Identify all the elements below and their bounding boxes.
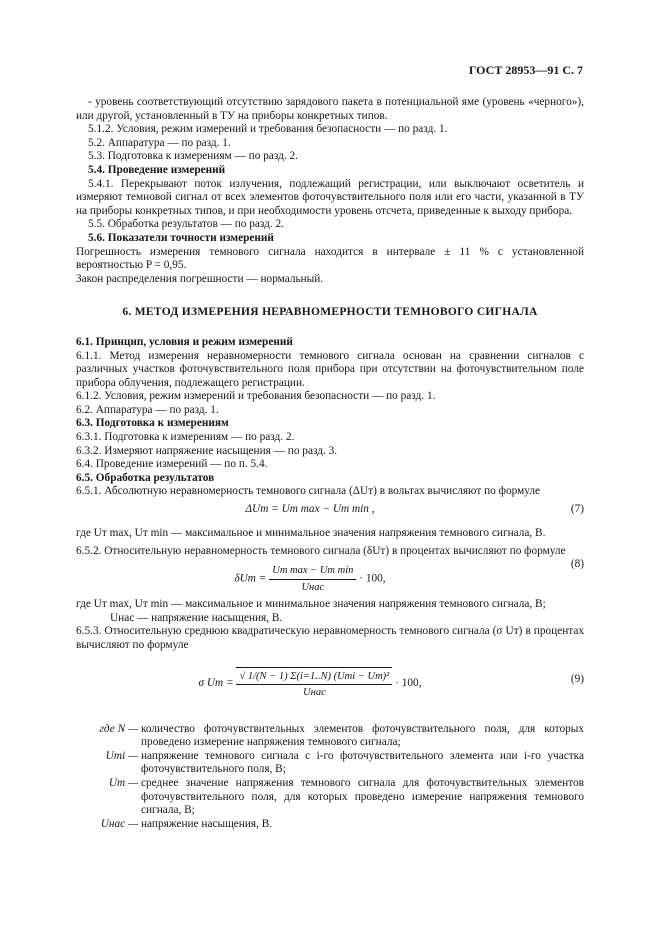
sqrt-icon: √ [239,670,246,682]
definition-symbol: Uтi — [105,749,138,762]
paragraph: 6.2. Аппаратура — по разд. 1. [76,403,219,416]
formula-fraction [269,564,356,594]
subheading: 5.6. Показатели точности измерений [88,231,274,244]
paragraph: 6.1.1. Метод измерения неравномерности темнового сигнала основан на сравнении сигналов с различных участков фоточувствительного поля прибора при отсутствии на фоточувствительном поле прибора облучения, подлежащего регистрации. [76,349,584,389]
formula-9 [76,653,584,723]
paragraph: 6.3.1. Подготовка к измерениям — по разд. 2. [76,431,295,444]
paragraph: где Uт max, Uт min — максимальное и минимальное значения напряжения темнового сигнала, В. [76,527,546,540]
paragraph: 5.5. Обработка результатов — по разд. 2. [88,218,285,231]
formula-left: σ Uт = [198,676,234,689]
paragraph: - уровень соответствующий отсутствию зарядового пакета в потенциальной яме (уровень «черного»), или другой, установленный в ТУ на приборы конкретных типов. [76,96,584,122]
page-header: ГОСТ 28953—91 С. 7 [468,63,583,77]
formula-fraction [236,667,392,700]
formula-number: (7) [570,503,584,516]
paragraph: 5.3. Подготовка к измерениям — по разд. 2. [88,150,298,163]
definition-item [76,723,584,750]
formula-7 [76,499,584,527]
paragraph: 6.1.2. Условия, режим измерений и требования безопасности — по разд. 1. [76,390,436,403]
definition-text: напряжение насыщения, В. [141,817,273,830]
formula-right: · 100, [395,676,422,689]
definition-item [76,777,584,818]
paragraph: 5.2. Аппаратура — по разд. 1. [88,136,231,149]
subheading: 6.1. Принцип, условия и режим измерений [76,335,293,348]
definition-symbol: Uнас — [100,817,138,830]
radical-expression: √ 1/(N − 1) Σ(i=1..N) (Uтi − Uт)² [236,667,392,686]
definition-text: напряжение темнового сигнала с i-го фоточувствительного элемента или i-го участка фоточувствительного поля, В; [141,749,584,776]
paragraph: 6.5.2. Относительную неравномерность темнового сигнала (δUт) в процентах вычисляют по формуле [76,544,566,557]
formula-expression: ΔUт = Uт max − Uт min , [245,503,375,516]
definition-text: количество фоточувствительных элементов фоточувствительного поля, для которых проведено измерение напряжения темнового сигнала; [141,722,584,749]
fraction-numerator: Uт max − Uт min [269,564,356,580]
formula-number: (9) [570,672,584,685]
subheading: 6.5. Обработка результатов [76,471,215,484]
formula-left: δUт = [234,572,267,585]
subheading: 5.4. Проведение измерений [88,163,226,176]
subheading: 6.3. Подготовка к измерениям [76,417,229,430]
definition-item [76,750,584,777]
definition-text: среднее значение напряжения темнового сигнала для фоточувствительных элементов фоточувствительного поля, для которых проведено измерение напряжения темнового сигнала, В; [141,776,584,817]
document-body [76,96,584,831]
paragraph: Погрешность измерения темнового сигнала находится в интервале ± 11 % с установленной вероятностью P = 0,95. [76,245,584,272]
paragraph: 6.3.2. Измеряют напряжение насыщения — по разд. 3. [76,444,338,457]
paragraph: 5.4.1. Перекрывают поток излучения, подлежащий регистрации, или выключают осветитель и измеряют темновой сигнал от всех элементов фоточувствительного поля или его части, указанной в ТУ на приборы конкретных типов, и при необходимости уровень отсчета, приведенные к выходу прибора. [76,177,584,217]
paragraph: где Uт max, Uт min — максимальное и минимальное значения напряжения темнового сигнала, В; [76,598,546,611]
formula-8 [76,558,584,598]
paragraph: Закон распределения погрешности — нормальный. [76,272,324,285]
fraction-denominator: Uнас [303,687,326,699]
definition-symbol: Uт — [108,776,138,789]
formula-right: · 100, [359,572,386,585]
fraction-denominator: Uнас [301,581,325,593]
paragraph: Uнас — напряжение насыщения, В. [110,611,283,624]
paragraph: 6.4. Проведение измерений — по п. 5.4. [76,458,268,471]
paragraph: 6.5.3. Относительную среднюю квадратическую неравномерность темнового сигнала (σ Uт) в процентах вычисляют по формуле [76,625,584,651]
formula-number: (8) [570,558,584,571]
definition-list [76,723,584,832]
paragraph: 5.1.2. Условия, режим измерений и требования безопасности — по разд. 1. [88,123,448,136]
paragraph: 6.5.1. Абсолютную неравномерность темнового сигнала (ΔUт) в вольтах вычисляют по формуле [76,485,541,498]
definition-symbol: где N — [99,722,138,735]
section-title: 6. МЕТОД ИЗМЕРЕНИЯ НЕРАВНОМЕРНОСТИ ТЕМНОВОГО СИГНАЛА [122,306,538,319]
definition-item [76,818,584,832]
